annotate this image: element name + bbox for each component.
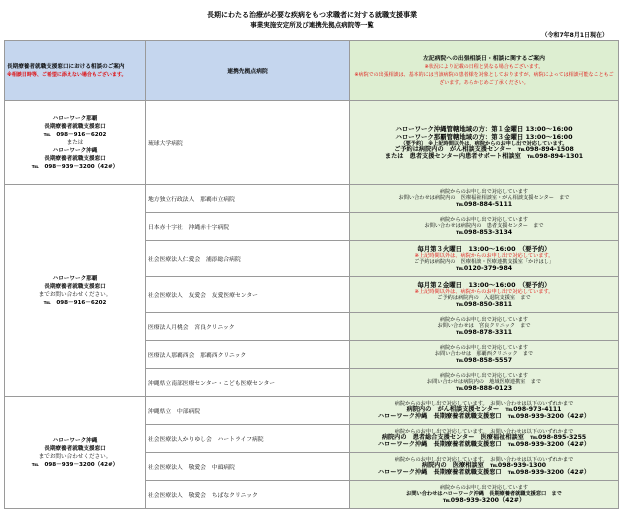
tel-line: ℡098-858-5557 (455, 356, 513, 364)
hospital-name: 社会医療法人仁愛会 浦添総合病院 (146, 241, 350, 277)
consult-details (350, 277, 619, 313)
hospital-name: 日本赤十字社 沖縄赤十字病院 (146, 213, 350, 241)
consult-details (350, 213, 619, 241)
office-name: ハローワーク沖縄 (52, 147, 98, 154)
table-row (5, 101, 619, 185)
office-contact: までお問い合わせください。 (38, 453, 112, 460)
detail-line: お問い合わせは 那覇西クリニック まで (434, 351, 534, 358)
detail-line: お問い合わせは病院内の 医療福祉相談室・がん相談支援センター まで (398, 195, 570, 202)
office-cell-naha-okinawa (5, 101, 146, 185)
hospital-name: 地方独立行政法人 那覇市立病院 (146, 185, 350, 213)
hospital-name: 社会医療法人 友愛会 友愛医療センター (146, 277, 350, 313)
detail-line: （要予約） ※上記時間以外は、病院からのお申し出で対応しています。 (400, 140, 568, 147)
tel-line: ハローワーク沖縄 長期療養者就職支援窓口 ℡098-939-3200（42#） (377, 412, 591, 420)
office-name: ハローワーク沖縄 (52, 437, 98, 444)
tel-line: 病院内の がん相談支援センター ℡098-973-4111 (406, 406, 562, 414)
tel-line: ℡098-884-5111 (455, 200, 513, 208)
tel-line: ℡098-878-3311 (455, 328, 513, 336)
schedule-line: 毎月第３火曜日 13:00～16:00 （要予約） (417, 244, 551, 253)
office-name: ハローワーク那覇 (52, 115, 98, 122)
header-hospital: 連携先拠点病院 (146, 41, 350, 101)
detail-line: 病院からのお申し出で対応しています (439, 372, 529, 379)
detail-line: 病院からのお申し出で対応しています。 お問い合わせは以下のいずれかまで (394, 456, 574, 463)
document-date: （令和7年8月1日現在） (541, 32, 608, 39)
header-office-title: 長期療養者就職支援窓口における相談のご案内 (7, 63, 125, 70)
hospital-name: 社会医療法人かりゆし会 ハートライフ病院 (146, 425, 350, 453)
detail-line: ※上記時間以外は、病院からのお申し出で対応しています。 (414, 288, 554, 295)
document-title: 長期にわたる治療が必要な疾病をもつ求職者に対する就職支援事業 (207, 11, 417, 19)
detail-line: ご予約は病院内の 入退院支援室 まで (437, 295, 531, 302)
header-details-title: 左記病院への出張相談日・相談に関するご案内 (423, 55, 545, 62)
detail-line: お問い合わせは病院内の 地域医療連携室 まで (426, 379, 542, 386)
header-details (350, 41, 619, 101)
office-tel: ℡ 098－916－6202 (43, 299, 107, 306)
tel-line: ℡0120-379-984 (455, 264, 513, 272)
schedule-line: 毎月第２金曜日 13:00～16:00 （要予約） (417, 280, 551, 289)
hospital-table (4, 40, 619, 509)
consult-details (350, 101, 619, 185)
table-row (5, 397, 619, 425)
tel-line: 病院内の 医療相談室 ℡098-939-1300 (421, 462, 547, 470)
office-cell-naha (5, 185, 146, 397)
tel-line: ハローワーク沖縄 長期療養者就職支援窓口 ℡098-939-3200（42#） (377, 440, 591, 448)
detail-line: 病院からのお申し出で対応しています (439, 484, 529, 491)
detail-line: 病院からのお申し出で対応しています。 お問い合わせは以下のいずれかまで (394, 400, 574, 407)
hospital-name: 琉球大学病院 (146, 101, 350, 185)
detail-line: ※上記時間以外は、病院からのお申し出で対応しています。 (414, 252, 554, 259)
header-office-note: ※相談日時等、ご希望に添えない場合もございます。 (7, 71, 127, 78)
consult-details (350, 369, 619, 397)
table-row (5, 185, 619, 213)
header-details-note-1: ※状況により記載の日程と異なる場合もございます。 (424, 63, 544, 70)
consult-details (350, 397, 619, 425)
office-desk: 長期療養者就職支援窓口 (44, 123, 106, 130)
header-row (5, 41, 619, 101)
tel-line: ハローワーク沖縄 長期療養者就職支援窓口 ℡098-939-3200（42#） (377, 468, 591, 476)
header-office (5, 41, 146, 101)
office-contact: までお問い合わせください。 (38, 291, 112, 298)
tel-line: ℡098-888-0123 (455, 384, 513, 392)
consult-details (350, 425, 619, 453)
consult-details (350, 341, 619, 369)
consult-details (350, 241, 619, 277)
hospital-name: 社会医療法人 敬愛会 ちばなクリニック (146, 481, 350, 509)
tel-line: ご予約は病院内の がん相談支援センター ℡098-894-1508 (394, 146, 574, 154)
tel-line: または 患者支援センター内患者サポート相談室 ℡098-894-1301 (384, 152, 584, 160)
office-cell-okinawa (5, 397, 146, 509)
office-desk: 長期療養者就職支援窓口 (44, 283, 106, 290)
tel-line: 病院内の 患者総合支援センター 医療福祉相談室 ℡098-895-3255 (381, 434, 587, 442)
office-tel: ℡ 098－916－6202 (43, 131, 107, 138)
header-details-note-2: ※病院での出張相談は、基本的には当該病院の患者様を対象としておりますが、病院によっては相談可能なこともございます。あらかじめご了承ください。 (354, 71, 614, 86)
consult-details (350, 481, 619, 509)
hospital-name: 医療法人月桃会 宮良クリニック (146, 313, 350, 341)
detail-line: 病院からのお申し出で対応しています。 お問い合わせは以下のいずれかまで (394, 428, 574, 435)
detail-line: お問い合わせは 宮良クリニック まで (437, 323, 531, 330)
detail-line: 病院からのお申し出で対応しています (439, 188, 529, 195)
tel-line: ℡098-853-3134 (455, 228, 513, 236)
office-or: または (66, 139, 84, 146)
office-desk: 長期療養者就職支援窓口 (44, 445, 106, 452)
consult-details (350, 453, 619, 481)
detail-line: 病院からのお申し出で対応しています (439, 216, 529, 223)
detail-line: お問い合わせはハローワーク沖縄 長期療養者就職支援窓口 まで (406, 491, 562, 498)
schedule-line: ハローワーク那覇管轄地域の方：第３金曜日 13:00～16:00 (395, 132, 573, 141)
detail-line: 病院からのお申し出で対応しています (439, 344, 529, 351)
consult-details (350, 185, 619, 213)
hospital-name: 医療法人那覇西会 那覇西クリニック (146, 341, 350, 369)
detail-line: ご予約は病院内の 医療相談・医療連携支援室「かけはし」 (413, 259, 555, 266)
schedule-line: ハローワーク沖縄管轄地域の方：第１金曜日 13:00～16:00 (395, 124, 573, 133)
office-tel: ℡ 098－939－3200（42#） (31, 461, 119, 468)
consult-details (350, 313, 619, 341)
detail-line: 病院からのお申し出で対応しています (439, 316, 529, 323)
hospital-name: 社会医療法人 敬愛会 中頭病院 (146, 453, 350, 481)
hospital-name: 沖縄県立南部医療センター・こども医療センター (146, 369, 350, 397)
tel-line: ℡098-939-3200（42#） (442, 496, 526, 504)
detail-line: お問い合わせは病院内の 患者支援センター まで (424, 223, 544, 230)
office-desk: 長期療養者就職支援窓口 (44, 155, 106, 162)
tel-line: ℡098-850-3811 (455, 300, 513, 308)
hospital-name: 沖縄県立 中部病院 (146, 397, 350, 425)
office-name: ハローワーク那覇 (52, 275, 98, 282)
document-subtitle: 事業実施安定所及び連携先拠点病院等一覧 (250, 21, 374, 29)
office-tel: ℡ 098－939－3200（42#） (31, 163, 119, 170)
